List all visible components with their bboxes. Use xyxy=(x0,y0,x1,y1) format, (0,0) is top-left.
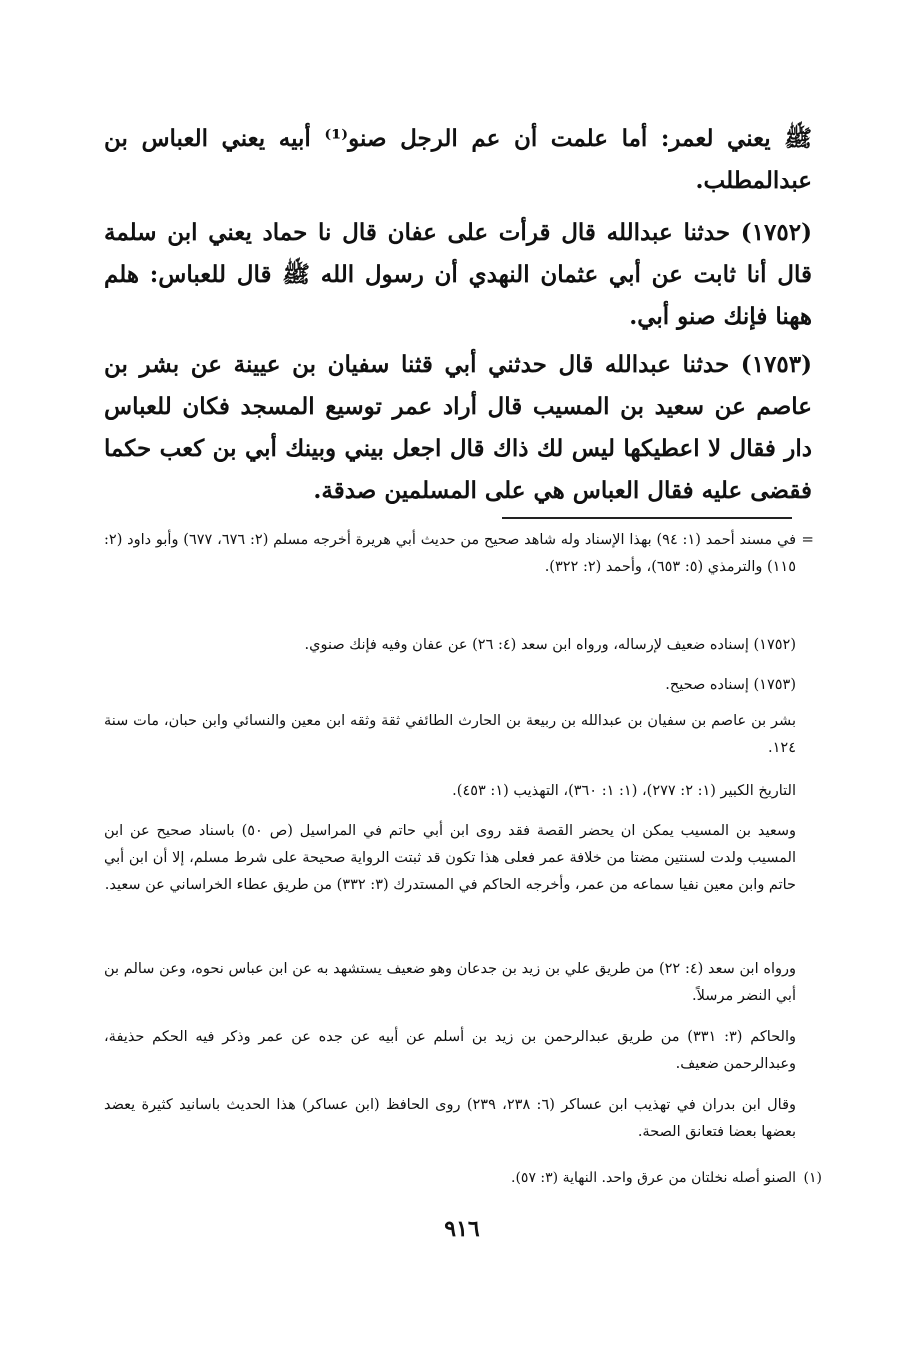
footnote-tarikh xyxy=(104,778,796,805)
footnote-1752 xyxy=(104,632,796,659)
footnote-1753-text: (١٧٥٣) إسناده صحيح. xyxy=(665,677,796,693)
footnote-continuation xyxy=(104,527,796,581)
footnote-ibn-saad xyxy=(104,956,796,1010)
continuation-mark: = xyxy=(801,530,814,548)
footnote-divider xyxy=(502,517,792,519)
paragraph-1752: (١٧٥٢) حدثنا عبدالله قال قرأت على عفان قال نا حماد يعني ابن سلمة قال أنا ثابت عن أبي عثمان النهدي أن رسول الله ﷺ قال للعباس: هلم ههنا فإنك صنو أبي. xyxy=(104,219,812,330)
footnote-continuation-text: في مسند أحمد (١: ٩٤) بهذا الإسناد وله شاهد صحيح من حديث أبي هريرة أخرجه مسلم (٢: ٦٧٦، ٦٧٧) وأبو داود (٢: ١١٥) والترمذي (٥: ٦٥٣)، وأحمد (٢: ٣٢٢). xyxy=(104,532,797,575)
footnote-1 xyxy=(104,1166,822,1190)
footnote-ibn-saad-text: ورواه ابن سعد (٤: ٢٢) من طريق علي بن زيد بن جدعان وهو ضعيف يستشهد به عن ابن عباس نحوه، وعن سالم بن أبي النضر مرسلاً. xyxy=(104,961,796,1004)
footnote-1753 xyxy=(104,672,796,699)
footnote-hakim xyxy=(104,1024,796,1078)
footnote-ibn-badran-text: وقال ابن بدران في تهذيب ابن عساكر (٦: ٢٣٨، ٢٣٩) روى الحافظ (ابن عساكر) هذا الحديث باسانيد كثيرة يعضد بعضها بعضا فتعانق الصحة. xyxy=(104,1097,796,1140)
footnote-bishr-text: بشر بن عاصم بن سفيان بن عبدالله بن ربيعة بن الحارث الطائفي ثقة وثقه ابن معين والنسائي وابن حبان، مات سنة ١٢٤. xyxy=(104,713,796,756)
footnote-saeed-text: وسعيد بن المسيب يمكن ان يحضر القصة فقد روى ابن أبي حاتم في المراسيل (ص ٥٠) باسناد صحيح عن ابن المسيب ولدت لسنتين مضتا من خلافة عمر فعلى هذا تكون قد ثبتت الرواية صحيحة على شرط مسلم، إلا أن ابن أبي حاتم وابن معين نفيا سماعه من عمر، وأخرجه الحاكم في المستدرك (٣: ٣٣٢) من طريق عطاء الخراساني عن سعيد. xyxy=(104,823,796,893)
paragraph-intro: ﷺ يعني لعمر: أما علمت أن عم الرجل صنو⁽¹⁾ أبيه يعني العباس بن عبدالمطلب. xyxy=(104,125,812,194)
paragraph-1753: (١٧٥٣) حدثنا عبدالله قال حدثني أبي قثنا سفيان بن عيينة عن بشر بن عاصم عن سعيد بن المسيب قال أراد عمر توسيع المسجد فكان للعباس دار فقال لا اعطيكها ليس لك ذاك قال اجعل بيني وبينك أبي بن كعب حكما فقضى عليه فقال العباس هي على المسلمين صدقة. xyxy=(104,351,812,504)
footnote-saeed xyxy=(104,818,796,899)
hadith-1753 xyxy=(104,344,812,512)
footnote-1-text: الصنو أصله نخلتان من عرق واحد. النهاية (٣: ٥٧). xyxy=(511,1170,796,1186)
main-text-intro xyxy=(104,118,812,202)
footnote-1-marker: (١) xyxy=(803,1170,822,1186)
footnote-bishr xyxy=(104,708,796,762)
footnote-ibn-badran xyxy=(104,1092,796,1146)
footnote-tarikh-text: التاريخ الكبير (١: ٢: ٢٧٧)، (١: ١: ٣٦٠)، التهذيب (١: ٤٥٣). xyxy=(452,783,796,799)
footnote-1752-text: (١٧٥٢) إسناده ضعيف لإرساله، ورواه ابن سعد (٤: ٢٦) عن عفان وفيه فإنك صنوي. xyxy=(304,637,796,653)
page-number: ٩١٦ xyxy=(444,1216,480,1242)
hadith-1752 xyxy=(104,212,812,338)
footnote-hakim-text: والحاكم (٣: ٣٣١) من طريق عبدالرحمن بن زيد بن أسلم عن أبيه عن جده عن عمر وذكر فيه الحكم حذيفة، وعبدالرحمن ضعيف. xyxy=(104,1029,797,1072)
